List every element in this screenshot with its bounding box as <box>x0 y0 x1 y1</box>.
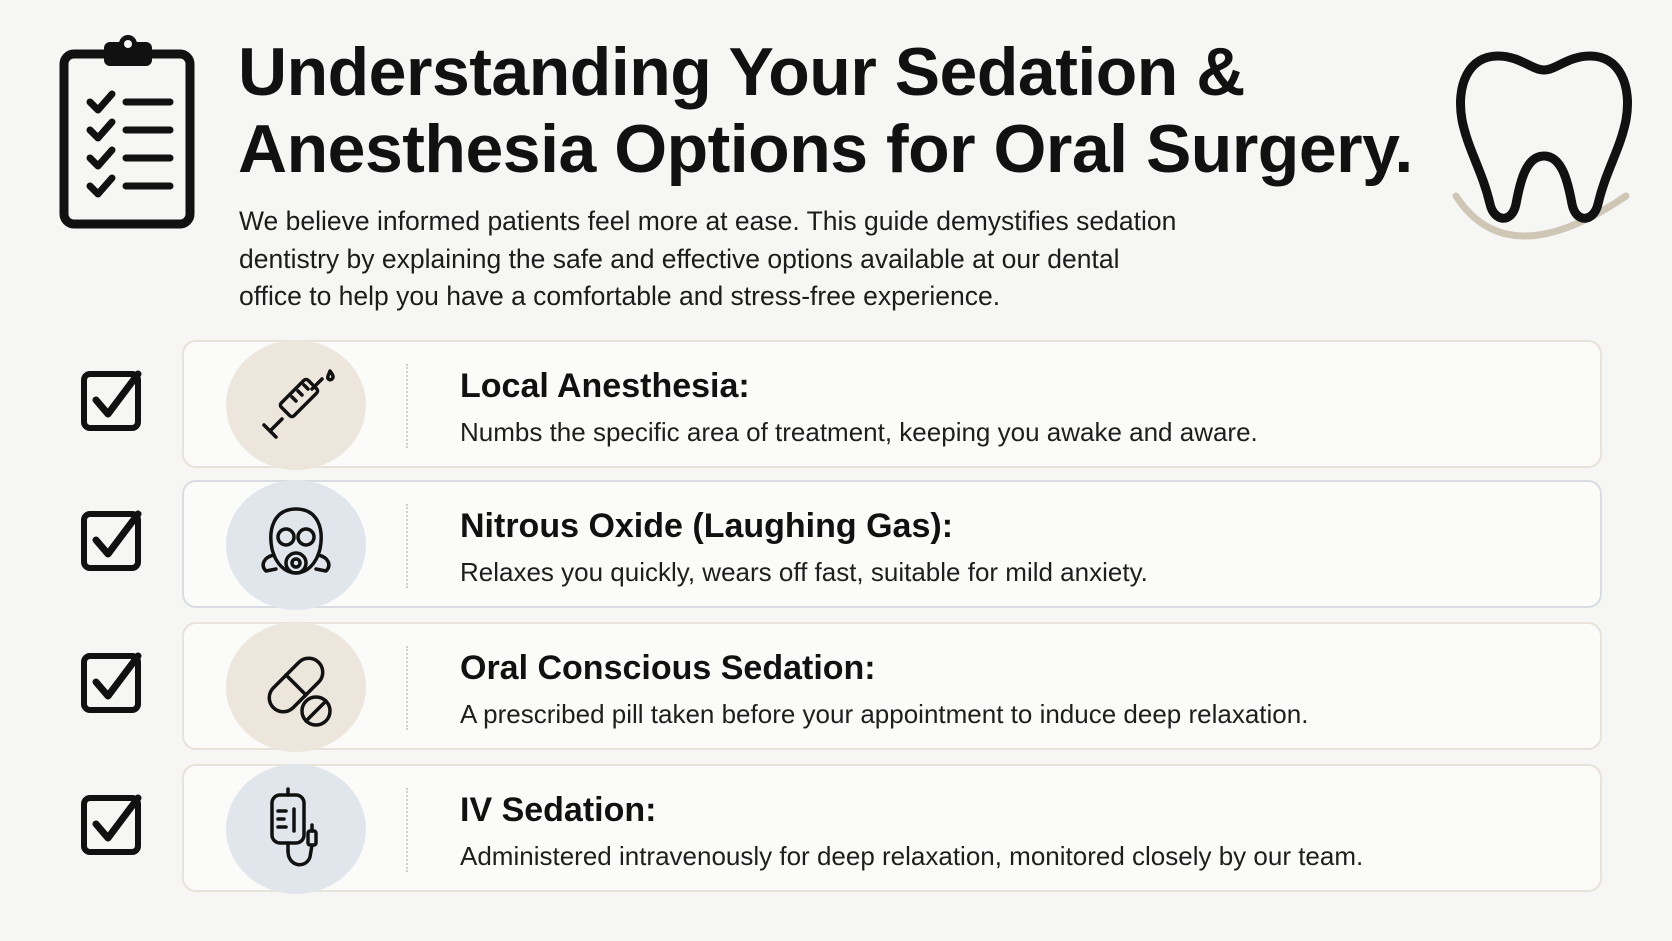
gas-mask-icon-circle <box>226 480 366 610</box>
checkbox-checked-icon <box>80 508 144 572</box>
option-title: Nitrous Oxide (Laughing Gas): <box>460 507 954 545</box>
option-card-iv-sedation <box>182 764 1602 892</box>
checkbox-checked-icon <box>80 792 144 856</box>
option-title: Oral Conscious Sedation: <box>460 649 876 687</box>
card-divider <box>406 788 408 872</box>
card-divider <box>406 646 408 730</box>
iv-bag-icon <box>250 783 342 875</box>
card-divider <box>406 504 408 588</box>
clipboard-checklist-icon <box>58 34 198 234</box>
syringe-icon <box>250 359 342 451</box>
option-title: Local Anesthesia: <box>460 367 750 405</box>
intro-line-2: dentistry by explaining the safe and effective options available at our dental <box>239 243 1120 274</box>
gas-mask-icon <box>250 499 342 591</box>
intro-line-1: We believe informed patients feel more at ease. This guide demystifies sedation <box>239 206 1177 236</box>
title-line-2: Anesthesia Options for Oral Surgery. <box>238 111 1413 187</box>
checkbox-checked-icon <box>80 650 144 714</box>
option-description: Numbs the specific area of treatment, keeping you awake and aware. <box>460 417 1258 447</box>
card-divider <box>406 364 408 448</box>
option-description: Relaxes you quickly, wears off fast, suitable for mild anxiety. <box>460 557 1148 587</box>
option-card-local-anesthesia <box>182 340 1602 468</box>
page-title <box>238 34 1428 188</box>
checkbox-checked-icon <box>80 368 144 432</box>
pill-icon-circle <box>226 622 366 752</box>
intro-paragraph <box>239 203 1319 316</box>
tooth-icon <box>1448 36 1640 256</box>
iv-bag-icon-circle <box>226 764 366 894</box>
option-title: IV Sedation: <box>460 791 657 829</box>
pill-icon <box>250 641 342 733</box>
title-line-1: Understanding Your Sedation & <box>238 34 1245 110</box>
option-card-nitrous-oxide <box>182 480 1602 608</box>
option-description: A prescribed pill taken before your appointment to induce deep relaxation. <box>460 699 1309 729</box>
option-description: Administered intravenously for deep relaxation, monitored closely by our team. <box>460 841 1364 871</box>
intro-line-3: office to help you have a comfortable and stress-free experience. <box>239 281 1001 311</box>
option-card-oral-conscious-sedation <box>182 622 1602 750</box>
syringe-icon-circle <box>226 340 366 470</box>
